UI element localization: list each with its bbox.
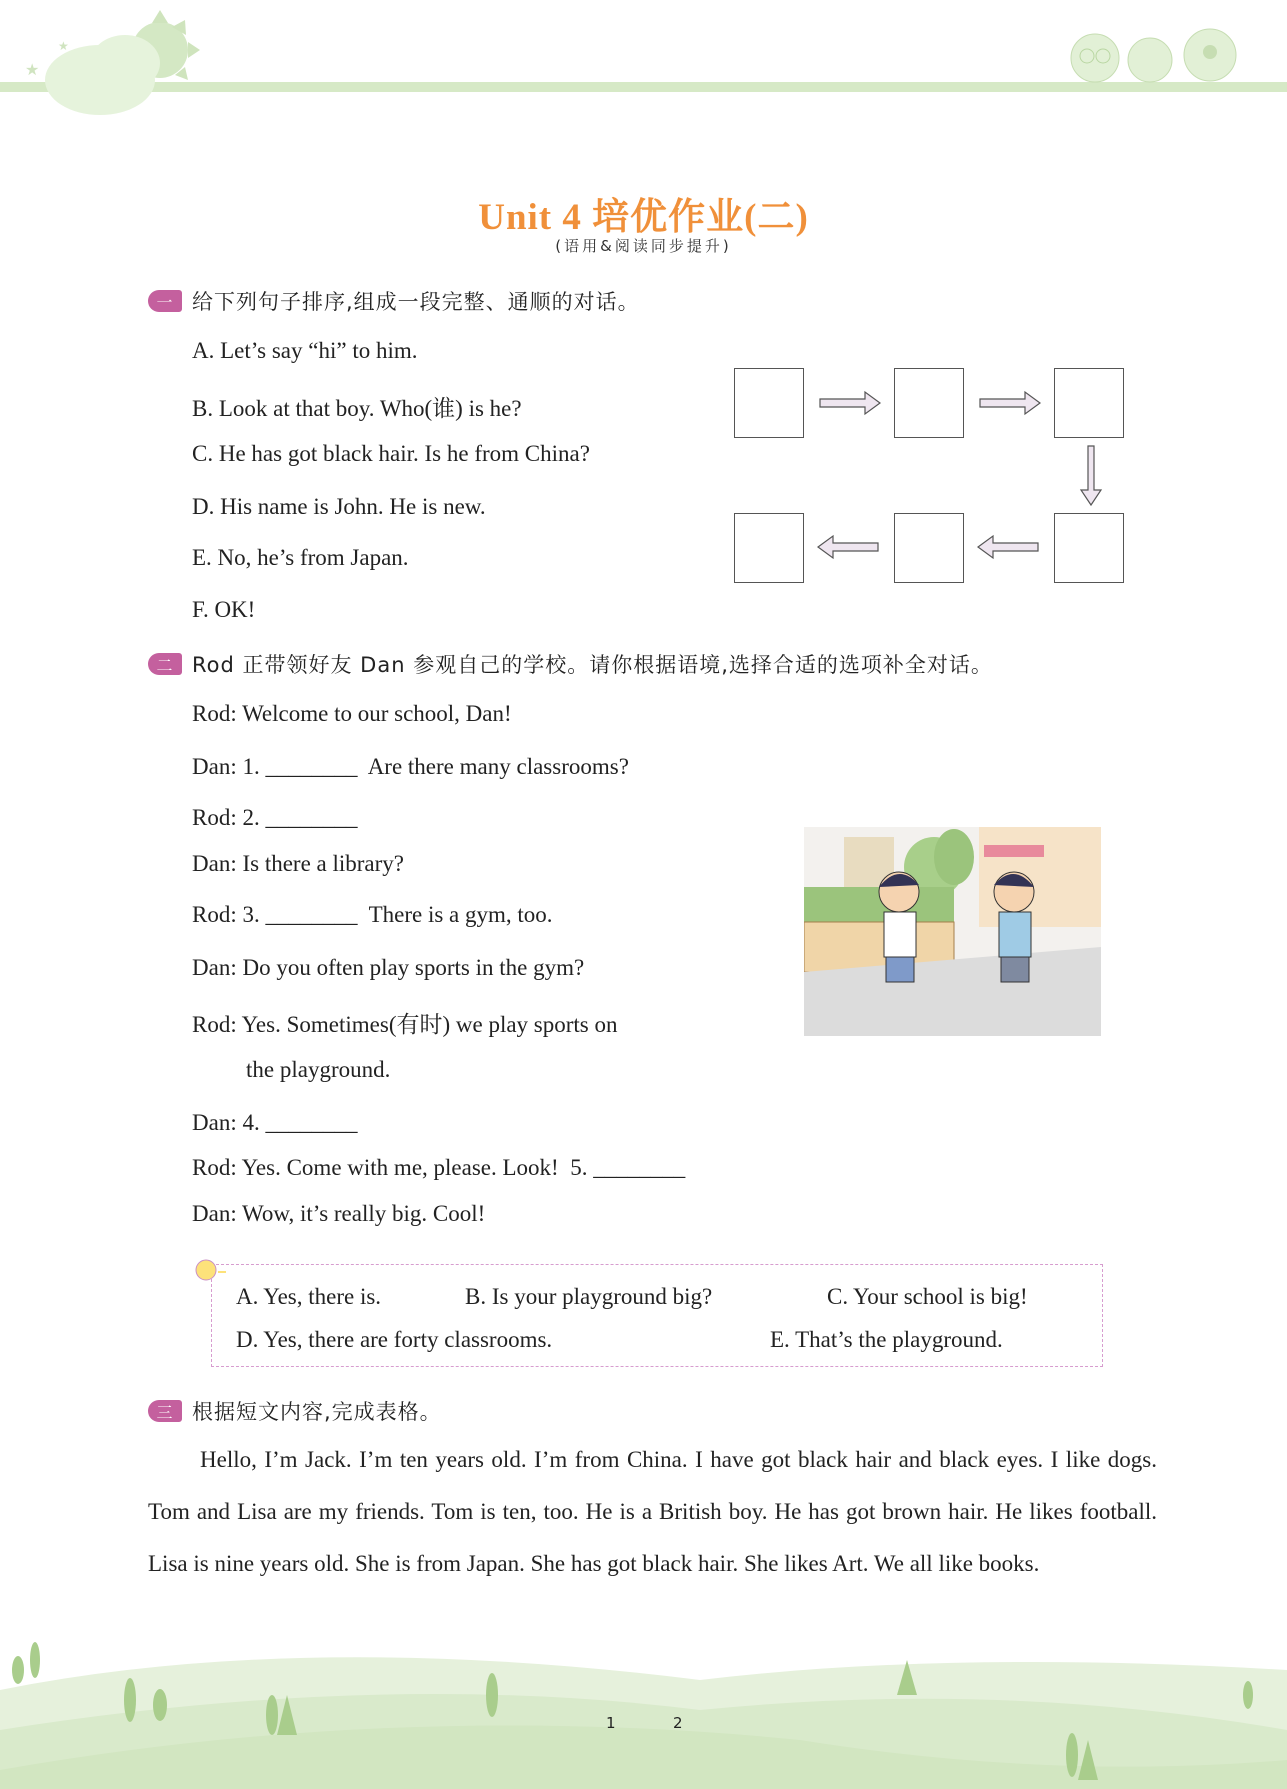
section-2-heading [148,649,993,679]
flow-arrows [720,350,1140,600]
cloud-sun-decoration [20,5,210,120]
option-e: E. That’s the playground. [770,1327,1003,1352]
option-b: B. Is your playground big? [465,1284,713,1309]
dialogue-line-blank-3[interactable]: Rod: 3. ________ There is a gym, too. [192,902,553,927]
option-d: D. Yes, there are forty classrooms. [236,1327,553,1352]
school-illustration [804,827,1101,1036]
section-3-heading [148,1396,442,1426]
dialogue-line: Rod: Yes. Sometimes(有时) we play sports on [192,1012,618,1037]
sentence-a: A. Let’s say “hi” to him. [192,338,418,363]
section-1-heading [148,286,640,316]
dialogue-line: Dan: Do you often play sports in the gym? [192,955,585,980]
section-instruction: 根据短文内容,完成表格。 [192,1400,442,1424]
svg-text:★: ★ [58,39,69,53]
dialogue-line-blank-2[interactable]: Rod: 2. ________ [192,805,358,830]
sentence-c: C. He has got black hair. Is he from China? [192,441,590,466]
section-badge: 一 [148,290,182,312]
sentence-b: B. Look at that boy. Who(谁) is he? [192,396,522,421]
arrow-left-icon [818,536,878,558]
dialogue-line: the playground. [246,1057,391,1082]
sentence-d: D. His name is John. He is new. [192,494,486,519]
sun-icon [188,1250,228,1290]
animal-faces-decoration [1060,20,1260,85]
section-badge: 二 [148,653,182,675]
arrow-right-icon [820,392,880,414]
svg-text:★: ★ [25,62,40,79]
dialogue-line: Rod: Welcome to our school, Dan! [192,701,512,726]
dialogue-line-blank-4[interactable]: Dan: 4. ________ [192,1110,358,1135]
section-instruction: 给下列句子排序,组成一段完整、通顺的对话。 [192,290,640,314]
option-a: A. Yes, there is. [236,1284,382,1309]
dialogue-line: Dan: Is there a library? [192,851,405,876]
reading-passage: Hello, I’m Jack. I’m ten years old. I’m from China. I have got black hair and black eyes. I like dogs. Tom and Lisa are my friends. Tom is ten, too. He is a British boy. He has got brown hair. He likes football. Lisa is nine years old. She is from Japan. She has got black hair. She likes Art. We all like books. [148,1447,1157,1576]
arrow-down-icon [1081,446,1101,505]
section-badge: 三 [148,1400,182,1422]
dialogue-line: Dan: Wow, it’s really big. Cool! [192,1201,486,1226]
arrow-left-icon [978,536,1038,558]
dialogue-line-blank-1[interactable]: Dan: 1. ________ Are there many classrooms? [192,754,629,779]
option-c: C. Your school is big! [827,1284,1028,1309]
page-number-right: 2 [673,1714,683,1732]
arrow-right-icon [980,392,1040,414]
sentence-f: F. OK! [192,597,256,622]
page-number-left: 1 [606,1714,616,1732]
sentence-e: E. No, he’s from Japan. [192,545,409,570]
section-instruction: Rod 正带领好友 Dan 参观自己的学校。请你根据语境,选择合适的选项补全对话。 [192,653,993,677]
page-title: Unit 4 培优作业(二) [478,197,809,238]
hills-decoration [0,1640,1287,1789]
page-subtitle: (语用&阅读同步提升) [555,237,732,255]
dialogue-line-blank-5[interactable]: Rod: Yes. Come with me, please. Look! 5. ________ [192,1155,686,1180]
